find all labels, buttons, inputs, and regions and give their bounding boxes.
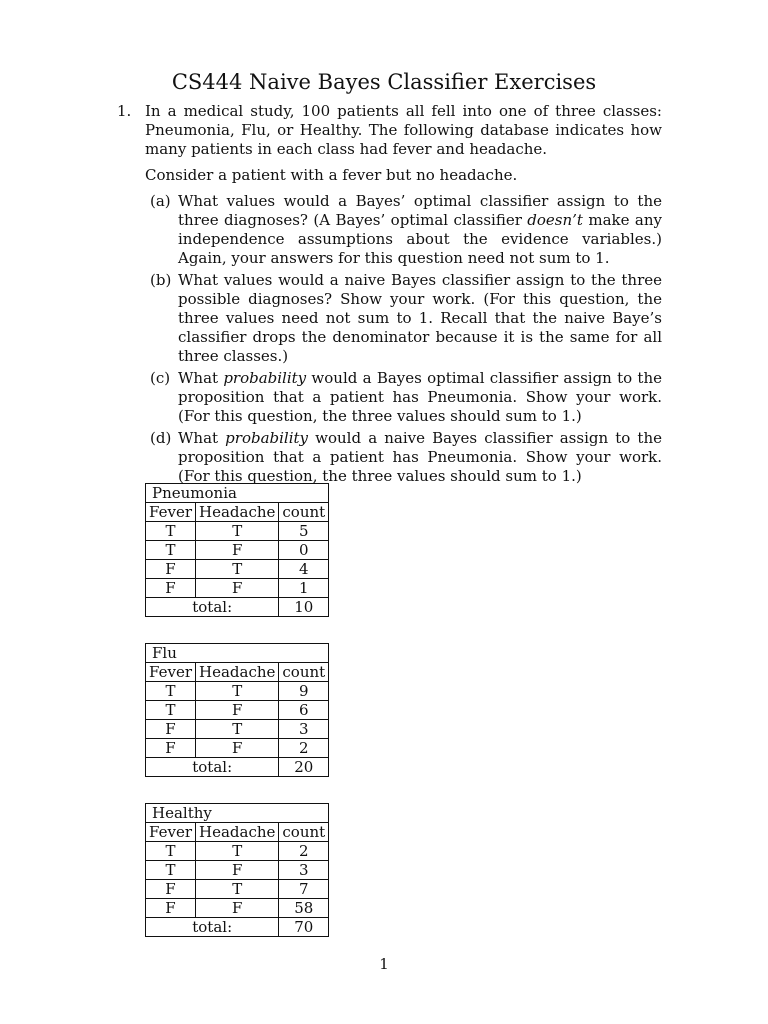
table-cell: F	[146, 739, 196, 758]
table-row	[146, 701, 329, 720]
problem-body	[145, 102, 662, 486]
sub-question-c	[145, 369, 662, 426]
column-header: count	[279, 823, 329, 842]
table-cell: F	[196, 861, 279, 880]
table-cell: T	[196, 880, 279, 899]
table-cell: F	[196, 899, 279, 918]
table-cell: F	[146, 560, 196, 579]
table-cell: T	[146, 682, 196, 701]
table-cell: T	[196, 560, 279, 579]
sub-question-text: would a Bayes optimal classifier assign to the proposition that a patient has Pneumonia. Show your work. (For this question, the three values should sum to 1.)	[178, 369, 662, 425]
table-row	[146, 522, 329, 541]
table-cell: 2	[279, 739, 329, 758]
total-label: total:	[146, 918, 279, 937]
emphasis-text: probability	[225, 429, 309, 447]
problem-1	[117, 102, 662, 489]
table-header-row	[146, 823, 329, 842]
table-cell: 7	[279, 880, 329, 899]
total-value: 70	[279, 918, 329, 937]
table-cell: T	[146, 701, 196, 720]
sub-question-label: (a)	[150, 192, 171, 210]
emphasis-text: doesn’t	[527, 211, 583, 229]
table-total-row	[146, 598, 329, 617]
table-caption-row	[146, 484, 329, 503]
table-row	[146, 579, 329, 598]
sub-question-text: What values would a Bayes’ optimal classifier assign to the three diagnoses? (A Bayes’ optimal classifier	[178, 192, 662, 229]
table-cell: F	[146, 579, 196, 598]
table-header-row	[146, 663, 329, 682]
table-row	[146, 720, 329, 739]
table-row	[146, 541, 329, 560]
table-cell: T	[196, 720, 279, 739]
table-cell: F	[196, 579, 279, 598]
total-label: total:	[146, 758, 279, 777]
page-title: CS444 Naive Bayes Classifier Exercises	[171, 70, 597, 94]
table-total-row	[146, 758, 329, 777]
table-row	[146, 560, 329, 579]
table-cell: 3	[279, 720, 329, 739]
table-caption-row	[146, 644, 329, 663]
healthy-table	[145, 803, 329, 937]
table-cell: T	[146, 861, 196, 880]
total-label: total:	[146, 598, 279, 617]
sub-question-b	[145, 271, 662, 366]
table-row	[146, 861, 329, 880]
table-cell: 4	[279, 560, 329, 579]
column-header: count	[279, 663, 329, 682]
sub-question-text: make any independence assumptions about the evidence variables.) Again, your answers for this question need not sum to 1.	[178, 211, 662, 267]
column-header: Headache	[196, 823, 279, 842]
problem-intro: In a medical study, 100 patients all fell into one of three classes: Pneumonia, Flu, or Healthy. The following database indicates how many patients in each class had fever and headache.	[145, 102, 662, 158]
table-row	[146, 842, 329, 861]
table-cell: T	[146, 842, 196, 861]
table-total-row	[146, 918, 329, 937]
table-cell: 1	[279, 579, 329, 598]
table-cell: F	[196, 701, 279, 720]
table-cell: T	[196, 842, 279, 861]
table-cell: T	[146, 541, 196, 560]
total-value: 10	[279, 598, 329, 617]
sub-question-label: (c)	[150, 369, 171, 387]
sub-question-text: What values would a naive Bayes classifier assign to the three possible diagnoses? Show your work. (For this question, the three values need not sum to 1. Recall that the naive Baye’s classifier drops the denominator because it is the same for all three classes.)	[178, 271, 662, 365]
column-header: Fever	[146, 663, 196, 682]
table-cell: 0	[279, 541, 329, 560]
class-name: Healthy	[146, 804, 329, 823]
sub-question-d	[145, 429, 662, 486]
table-cell: 58	[279, 899, 329, 918]
column-header: Headache	[196, 663, 279, 682]
sub-question-text: would a naive Bayes classifier assign to the proposition that a patient has Pneumonia. Show your work. (For this question, the three values should sum to 1.)	[178, 429, 662, 485]
column-header: Headache	[196, 503, 279, 522]
table-row	[146, 880, 329, 899]
problem-consider: Consider a patient with a fever but no headache.	[145, 166, 518, 184]
problem-number: 1.	[117, 102, 132, 120]
table-row	[146, 739, 329, 758]
table-cell: F	[146, 899, 196, 918]
sub-question-a	[145, 192, 662, 268]
class-name: Pneumonia	[146, 484, 329, 503]
table-cell: 5	[279, 522, 329, 541]
emphasis-text: probability	[223, 369, 307, 387]
table-cell: 2	[279, 842, 329, 861]
table-row	[146, 899, 329, 918]
table-caption-row	[146, 804, 329, 823]
table-row	[146, 682, 329, 701]
column-header: Fever	[146, 503, 196, 522]
sub-question-text: What	[178, 429, 226, 447]
table-cell: T	[196, 522, 279, 541]
sub-question-label: (d)	[150, 429, 172, 447]
total-value: 20	[279, 758, 329, 777]
column-header: count	[279, 503, 329, 522]
table-cell: 3	[279, 861, 329, 880]
table-cell: F	[196, 739, 279, 758]
table-cell: 9	[279, 682, 329, 701]
sub-questions	[145, 192, 662, 486]
page-number: 1	[379, 955, 389, 973]
flu-table	[145, 643, 329, 777]
sub-question-label: (b)	[150, 271, 172, 289]
sub-question-text: What	[178, 369, 224, 387]
table-header-row	[146, 503, 329, 522]
pneumonia-table	[145, 483, 329, 617]
column-header: Fever	[146, 823, 196, 842]
class-name: Flu	[146, 644, 329, 663]
table-cell: T	[146, 522, 196, 541]
table-cell: T	[196, 682, 279, 701]
table-cell: 6	[279, 701, 329, 720]
table-cell: F	[146, 880, 196, 899]
table-cell: F	[196, 541, 279, 560]
table-cell: F	[146, 720, 196, 739]
